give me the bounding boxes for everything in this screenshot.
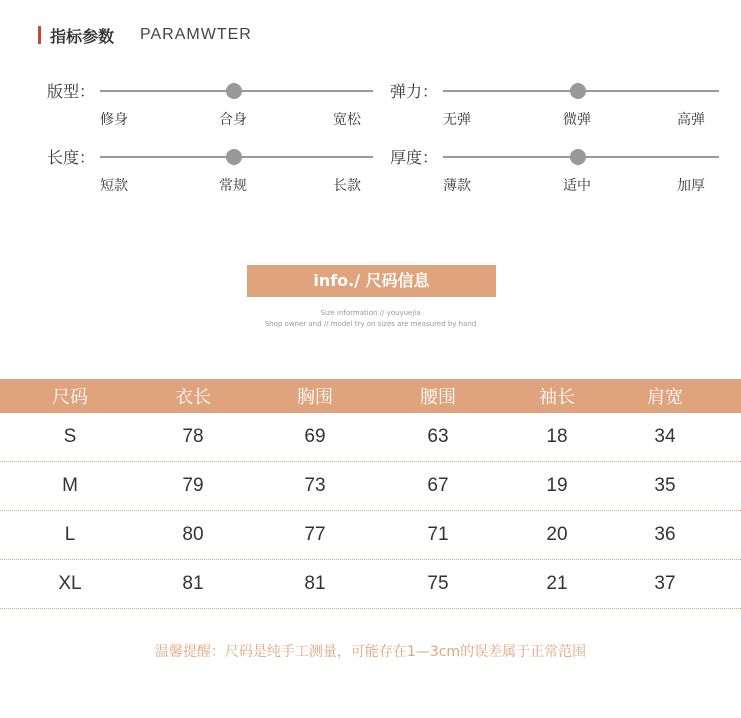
size-info-subtitle: Size information // youyuejia <box>320 309 421 317</box>
table-cell: 18 <box>546 426 568 447</box>
table-cell: 63 <box>427 426 449 447</box>
size-info-banner: info./ 尺码信息 <box>247 265 496 297</box>
param-fit <box>47 79 377 131</box>
param-thickness-label: 厚度： <box>390 148 439 167</box>
header-cell-chest: 胸围 <box>297 387 333 408</box>
param-thickness-option: 适中 <box>563 178 591 194</box>
header-cell-shoulder: 肩宽 <box>647 387 683 408</box>
param-length-knob <box>226 149 242 165</box>
section-title-en: PARAMWTER <box>140 26 252 43</box>
table-cell: 37 <box>654 573 676 594</box>
table-cell: 20 <box>546 524 568 545</box>
param-elasticity-option: 微弹 <box>563 112 591 128</box>
param-fit-knob <box>226 83 242 99</box>
table-cell: 34 <box>654 426 676 447</box>
size-table-header <box>0 379 741 413</box>
param-fit-label: 版型： <box>47 82 96 101</box>
param-thickness-knob <box>570 149 586 165</box>
table-row <box>0 462 741 511</box>
measurement-tip: 温馨提醒：尺码是纯手工测量，可能存在1—3cm的误差属于正常范围 <box>154 644 587 660</box>
section-title-cn: 指标参数 <box>50 26 115 46</box>
param-elasticity-option: 无弹 <box>443 112 471 128</box>
param-length-option: 长款 <box>333 178 361 194</box>
param-length-label: 长度： <box>47 148 96 167</box>
table-cell: 75 <box>427 573 449 594</box>
header-cell-sleeve: 袖长 <box>539 387 575 408</box>
table-cell: M <box>62 475 78 496</box>
param-elasticity <box>390 79 725 131</box>
table-cell: 21 <box>546 573 568 594</box>
table-row <box>0 413 741 462</box>
param-elasticity-option: 高弹 <box>677 112 705 128</box>
param-thickness-option: 薄款 <box>443 178 471 194</box>
table-cell: 77 <box>304 524 326 545</box>
header-accent-bar <box>38 26 41 44</box>
param-elasticity-knob <box>570 83 586 99</box>
table-cell: 19 <box>546 475 568 496</box>
table-cell: S <box>63 426 77 447</box>
header-cell-waist: 腰围 <box>420 387 456 408</box>
param-fit-option: 合身 <box>219 112 247 128</box>
param-length-option: 常规 <box>219 178 247 194</box>
param-elasticity-label: 弹力： <box>390 82 439 101</box>
size-info-note: Shop owner and // model try on sizes are measured by hand <box>264 320 477 328</box>
table-cell: 73 <box>304 475 326 496</box>
table-cell: 78 <box>182 426 204 447</box>
table-cell: 67 <box>427 475 449 496</box>
param-length-option: 短款 <box>100 178 128 194</box>
table-cell: 71 <box>427 524 449 545</box>
table-cell: 80 <box>182 524 204 545</box>
param-thickness-option: 加厚 <box>677 178 705 194</box>
size-table <box>0 379 741 609</box>
table-cell: 69 <box>304 426 326 447</box>
table-cell: XL <box>58 573 82 594</box>
param-length <box>47 145 377 197</box>
table-row <box>0 560 741 609</box>
param-fit-option: 宽松 <box>333 112 361 128</box>
param-fit-option: 修身 <box>100 112 128 128</box>
table-cell: 79 <box>182 475 204 496</box>
param-thickness <box>390 145 725 197</box>
table-cell: 35 <box>654 475 676 496</box>
table-row <box>0 511 741 560</box>
section-header <box>38 24 252 46</box>
table-cell: L <box>64 524 76 545</box>
table-cell: 81 <box>304 573 326 594</box>
header-cell-length: 衣长 <box>175 387 211 408</box>
table-cell: 36 <box>654 524 676 545</box>
table-cell: 81 <box>182 573 204 594</box>
header-cell-size: 尺码 <box>52 387 88 408</box>
